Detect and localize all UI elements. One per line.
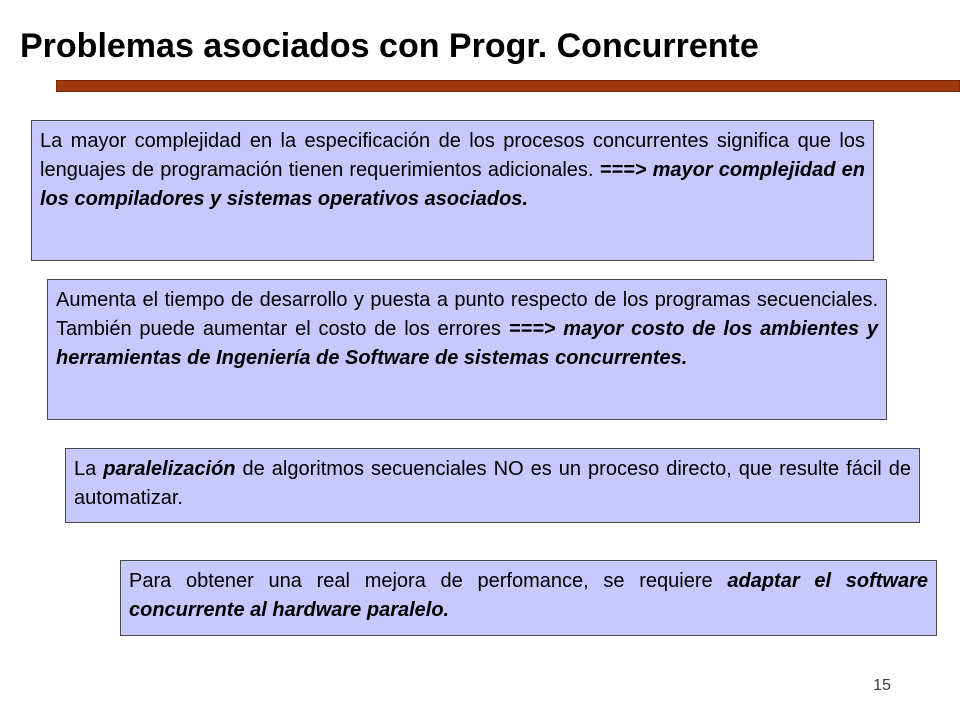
- text-box-4-body: Para obtener una real mejora de perfomance, se requiere: [129, 570, 728, 592]
- slide-title: Problemas asociados con Progr. Concurrente: [20, 27, 759, 65]
- title-underline-bar: [56, 80, 960, 92]
- text-box-4-emphasis: el software concurrente al hardware paralelo.: [129, 570, 928, 621]
- text-box-3-body-start: La: [74, 458, 104, 480]
- text-box-parallelization: [65, 448, 920, 523]
- text-box-compiler-complexity: [31, 120, 874, 261]
- text-box-1-emphasis: ===> mayor complejidad en los compiladores y sistemas operativos asociados.: [40, 159, 865, 210]
- text-box-2-body: Aumenta el tiempo de desarrollo y puesta a punto respecto de los programas secuenciales. También puede aumentar el costo de los errores: [56, 289, 878, 340]
- text-box-3-body-end: de algoritmos secuenciales NO es un proceso directo, que resulte fácil de automatizar.: [74, 458, 911, 509]
- text-box-1-body: La mayor complejidad en la especificación de los procesos concurrentes significa que los lenguajes de programación tienen requerimientos adicionales.: [40, 130, 865, 181]
- text-box-2-emphasis: ===> mayor costo de los ambientes y herramientas de Ingeniería de Software de sistemas concurrentes.: [56, 318, 879, 369]
- text-box-3-keyword: paralelización: [103, 458, 236, 480]
- text-box-2-paragraph: [56, 286, 878, 373]
- text-box-3-paragraph: [74, 455, 911, 513]
- text-box-development-time: [47, 279, 887, 420]
- page-number: 15: [873, 677, 891, 694]
- text-box-4-keyword: adaptar: [727, 570, 800, 592]
- text-box-1-paragraph: [40, 127, 865, 214]
- text-box-4-paragraph: [129, 567, 928, 625]
- text-box-performance: [120, 560, 937, 636]
